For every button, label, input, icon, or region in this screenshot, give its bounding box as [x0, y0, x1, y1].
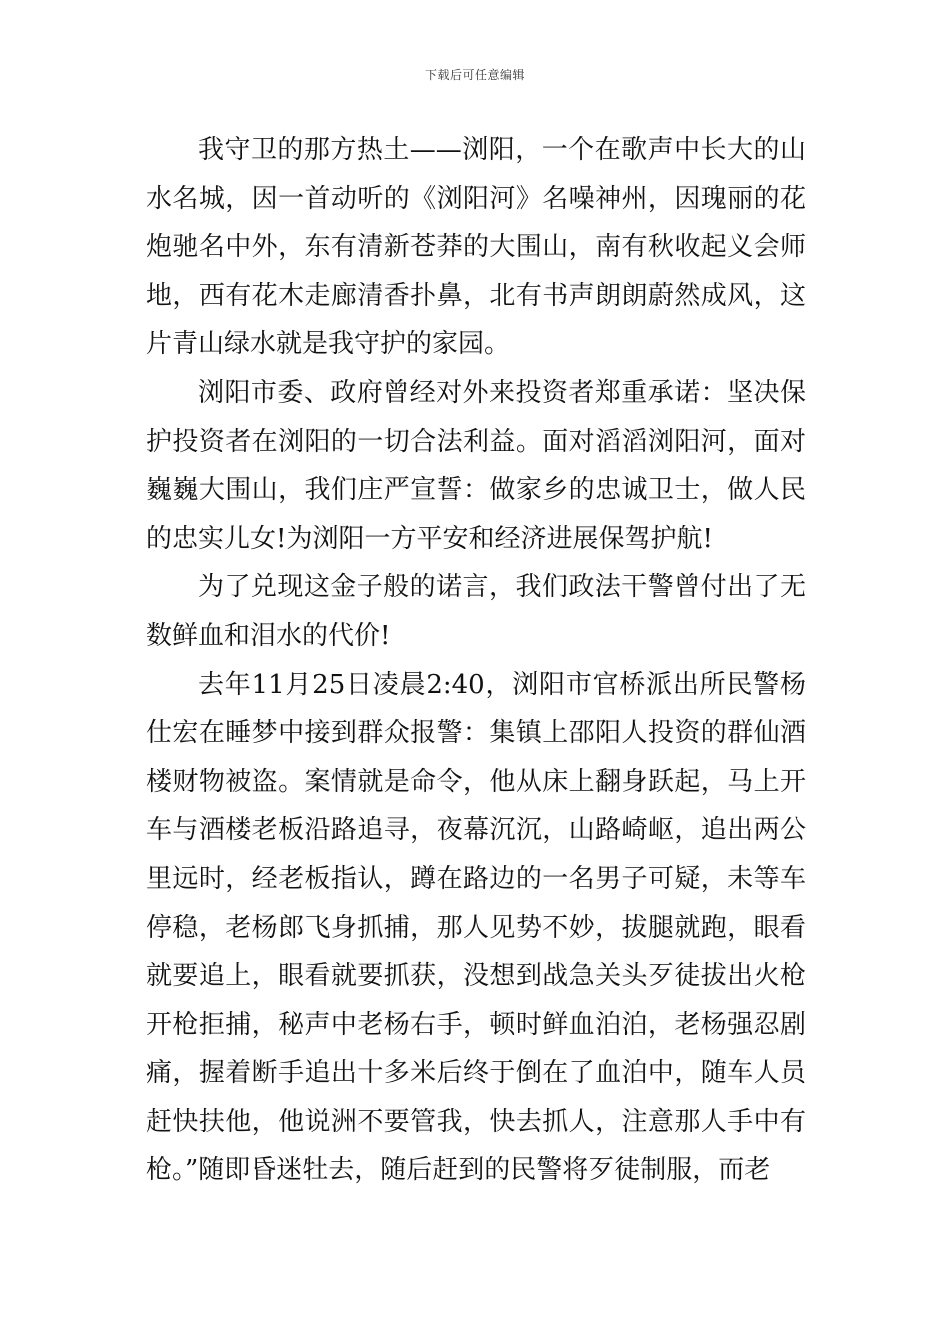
- body-text: [146, 126, 806, 1195]
- paragraph-sacrifice: 为了兑现这金子般的诺言，我们政法干警曾付出了无数鲜血和泪水的代价!: [146, 572, 806, 651]
- paragraph-hometown: 我守卫的那方热土——浏阳，一个在歌声中长大的山水名城，因一首动听的《浏阳河》名噪神州，因瑰丽的花炮驰名中外，东有清新苍莽的大围山，南有秋收起义会师地，西有花木走廊清香扑鼻，北有书声朗朗蔚然成风，这片青山绿水就是我守护的家园。: [146, 135, 806, 360]
- paragraph-incident: 去年11月25日凌晨2:40，浏阳市官桥派出所民警杨仕宏在睡梦中接到群众报警：集镇上邵阳人投资的群仙酒楼财物被盗。案情就是命令，他从床上翻身跃起，马上开车与酒楼老板沿路追寻，夜幕沉沉，山路崎岖，追出两公里远时，经老板指认，蹲在路边的一名男子可疑，未等车停稳，老杨郎飞身抓捕，那人见势不妙，拔腿就跑，眼看就要追上，眼看就要抓获，没想到战急关头歹徒拔出火枪开枪拒捕，秘声中老杨右手，顿时鲜血泊泊，老杨强忍剧痛，握着断手追出十多米后终于倒在了血泊中，随车人员赶快扶他，他说洲不要管我，快去抓人，注意那人手中有枪。”随即昏迷牡去，随后赶到的民警将歹徒制服，而老: [146, 669, 806, 1186]
- header-note: 下载后可任意编辑: [424, 68, 525, 82]
- paragraph-promise: 浏阳市委、政府曾经对外来投资者郑重承诺：坚决保护投资者在浏阳的一切合法利益。面对滔滔浏阳河，面对巍巍大围山，我们庄严宣誓：做家乡的忠诚卫士，做人民的忠实儿女!为浏阳一方平安和经济进展保驾护航!: [146, 377, 806, 554]
